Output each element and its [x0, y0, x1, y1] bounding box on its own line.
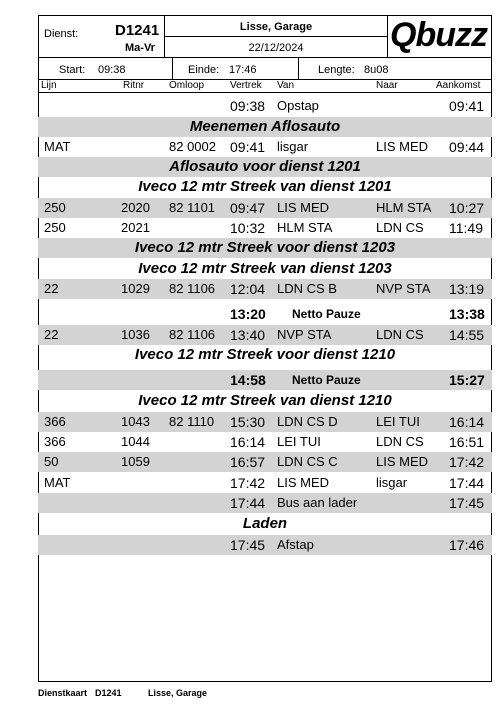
section-title: Iveco 12 mtr Streek voor dienst 1210: [134, 346, 396, 363]
table-row: [38, 96, 492, 116]
cell-vertrek: 16:14: [230, 434, 266, 450]
section-title: Iveco 12 mtr Streek van dienst 1201: [138, 178, 392, 195]
brand-logo: Qbuzz: [390, 16, 487, 54]
section-row: [38, 259, 492, 279]
cell-lijn: 250: [44, 200, 66, 215]
table-row: [38, 137, 492, 157]
cell-vertrek: 17:42: [230, 475, 266, 491]
cell-omloop: 82 1106: [169, 281, 216, 296]
times-divider-2: [298, 57, 299, 80]
cell-omloop: 82 1110: [169, 414, 215, 429]
cell-lijn: 22: [44, 281, 59, 296]
cell-van: LDN CS C: [277, 454, 338, 469]
cell-aankomst: 16:14: [449, 414, 485, 430]
cell-aankomst: 16:51: [449, 434, 485, 450]
cell-naar: LIS MED: [376, 139, 429, 154]
cell-vertrek: 13:20: [230, 306, 266, 322]
table-row: [38, 432, 492, 452]
cell-lijn: 22: [44, 327, 59, 342]
column-headers: [38, 79, 492, 93]
cell-omloop: 82 1101: [169, 200, 216, 215]
section-row: [38, 391, 492, 411]
cell-lijn: 250: [44, 220, 66, 235]
cell-lijn: 366: [44, 434, 66, 449]
section-title: Iveco 12 mtr Streek voor dienst 1203: [134, 239, 396, 256]
cell-aankomst: 09:44: [449, 139, 485, 155]
cell-lijn: MAT: [44, 139, 71, 154]
section-row: [38, 514, 492, 534]
cell-van: HLM STA: [277, 220, 333, 235]
cell-aankomst: 09:41: [449, 98, 485, 114]
section-title: Aflosauto voor dienst 1201: [169, 158, 361, 175]
times-divider-1: [172, 57, 173, 80]
cell-van: LDN CS B: [277, 281, 337, 296]
col-omloop: Omloop: [169, 80, 205, 91]
table-row: [38, 535, 492, 555]
cell-vertrek: 09:41: [230, 139, 266, 155]
einde-time: 17:46: [229, 64, 257, 76]
cell-vertrek: 17:44: [230, 495, 266, 511]
cell-vertrek: 15:30: [230, 414, 266, 430]
col-lijn: Lijn: [41, 80, 57, 91]
lengte-value: 8u08: [364, 64, 389, 76]
col-van: Van: [277, 80, 295, 91]
cell-naar: HLM STA: [376, 200, 432, 215]
dienst-days: Ma-Vr: [125, 42, 155, 54]
cell-ritnr: 1043: [121, 414, 150, 429]
cell-aankomst: 17:46: [449, 537, 485, 553]
section-row: [38, 117, 492, 137]
cell-aankomst: 15:27: [449, 372, 485, 388]
section-row: [38, 345, 492, 365]
pause-label: Netto Pauze: [292, 373, 361, 387]
footer-label: Dienstkaart: [38, 688, 88, 698]
cell-vertrek: 16:57: [230, 454, 266, 470]
cell-van: NVP STA: [277, 327, 332, 342]
dienst-label: Dienst:: [44, 28, 79, 40]
location-divider: [164, 36, 388, 37]
table-row: [38, 198, 492, 218]
col-vertrek: Vertrek: [230, 80, 262, 91]
table-row: [38, 473, 492, 493]
cell-van: Bus aan lader: [277, 495, 358, 510]
table-row: [38, 412, 492, 432]
cell-vertrek: 17:45: [230, 537, 266, 553]
cell-lijn: MAT: [44, 475, 71, 490]
cell-van: LEI TUI: [277, 434, 321, 449]
cell-van: LIS MED: [277, 475, 330, 490]
cell-naar: LDN CS: [376, 434, 424, 449]
cell-vertrek: 14:58: [230, 372, 266, 388]
cell-lijn: 50: [44, 454, 59, 469]
cell-ritnr: 1059: [121, 454, 150, 469]
table-row: [38, 325, 492, 345]
section-title: Meenemen Aflosauto: [189, 118, 341, 135]
cell-van: lisgar: [277, 139, 309, 154]
cell-van: Opstap: [277, 98, 319, 113]
cell-aankomst: 13:19: [449, 281, 485, 297]
cell-ritnr: 1036: [121, 327, 150, 342]
cell-van: LDN CS D: [277, 414, 338, 429]
cell-naar: LDN CS: [376, 327, 424, 342]
table-row: [38, 452, 492, 472]
cell-vertrek: 09:38: [230, 98, 266, 114]
cell-ritnr: 1029: [121, 281, 150, 296]
cell-ritnr: 2021: [121, 220, 150, 235]
cell-aankomst: 11:49: [449, 220, 483, 236]
cell-aankomst: 17:45: [449, 495, 485, 511]
cell-naar: NVP STA: [376, 281, 431, 296]
cell-aankomst: 17:44: [449, 475, 485, 491]
dienst-code: D1241: [115, 22, 160, 39]
cell-aankomst: 10:27: [449, 200, 485, 216]
cell-naar: LDN CS: [376, 220, 424, 235]
start-label: Start:: [59, 64, 86, 76]
cell-naar: LIS MED: [376, 454, 429, 469]
section-title: Iveco 12 mtr Streek van dienst 1210: [138, 392, 392, 409]
cell-vertrek: 13:40: [230, 327, 266, 343]
section-title: Laden: [242, 515, 288, 532]
table-row: [38, 493, 492, 513]
col-naar: Naar: [376, 80, 398, 91]
lengte-label: Lengte:: [318, 64, 355, 76]
cell-vertrek: 09:47: [230, 200, 266, 216]
section-title: Iveco 12 mtr Streek van dienst 1203: [138, 260, 392, 277]
cell-ritnr: 1044: [121, 434, 150, 449]
table-row: [38, 279, 492, 299]
einde-label: Einde:: [188, 64, 220, 76]
cell-naar: lisgar: [376, 475, 408, 490]
cell-aankomst: 13:38: [449, 306, 485, 322]
cell-van: LIS MED: [277, 200, 330, 215]
pause-row: [38, 304, 492, 324]
section-row: [38, 177, 492, 197]
start-time: 09:38: [98, 64, 126, 76]
cell-aankomst: 17:42: [449, 454, 485, 470]
cell-van: Afstap: [277, 537, 314, 552]
table-row: [38, 218, 492, 238]
cell-omloop: 82 0002: [169, 139, 216, 154]
cell-omloop: 82 1106: [169, 327, 216, 342]
cell-naar: LEI TUI: [376, 414, 420, 429]
location-name: Lisse, Garage: [239, 21, 313, 33]
cell-aankomst: 14:55: [449, 327, 485, 343]
cell-vertrek: 12:04: [230, 281, 266, 297]
cell-vertrek: 10:32: [230, 220, 266, 236]
section-row: [38, 157, 492, 177]
cell-ritnr: 2020: [121, 200, 150, 215]
schedule-date: 22/12/2024: [248, 42, 304, 54]
col-ritnr: Ritnr: [123, 80, 145, 91]
col-aankomst: Aankomst: [436, 80, 481, 91]
footer-location: Lisse, Garage: [148, 688, 208, 698]
pause-label: Netto Pauze: [292, 307, 361, 321]
section-row: [38, 238, 492, 258]
pause-row: [38, 370, 492, 390]
cell-lijn: 366: [44, 414, 66, 429]
footer-code: D1241: [95, 688, 122, 698]
